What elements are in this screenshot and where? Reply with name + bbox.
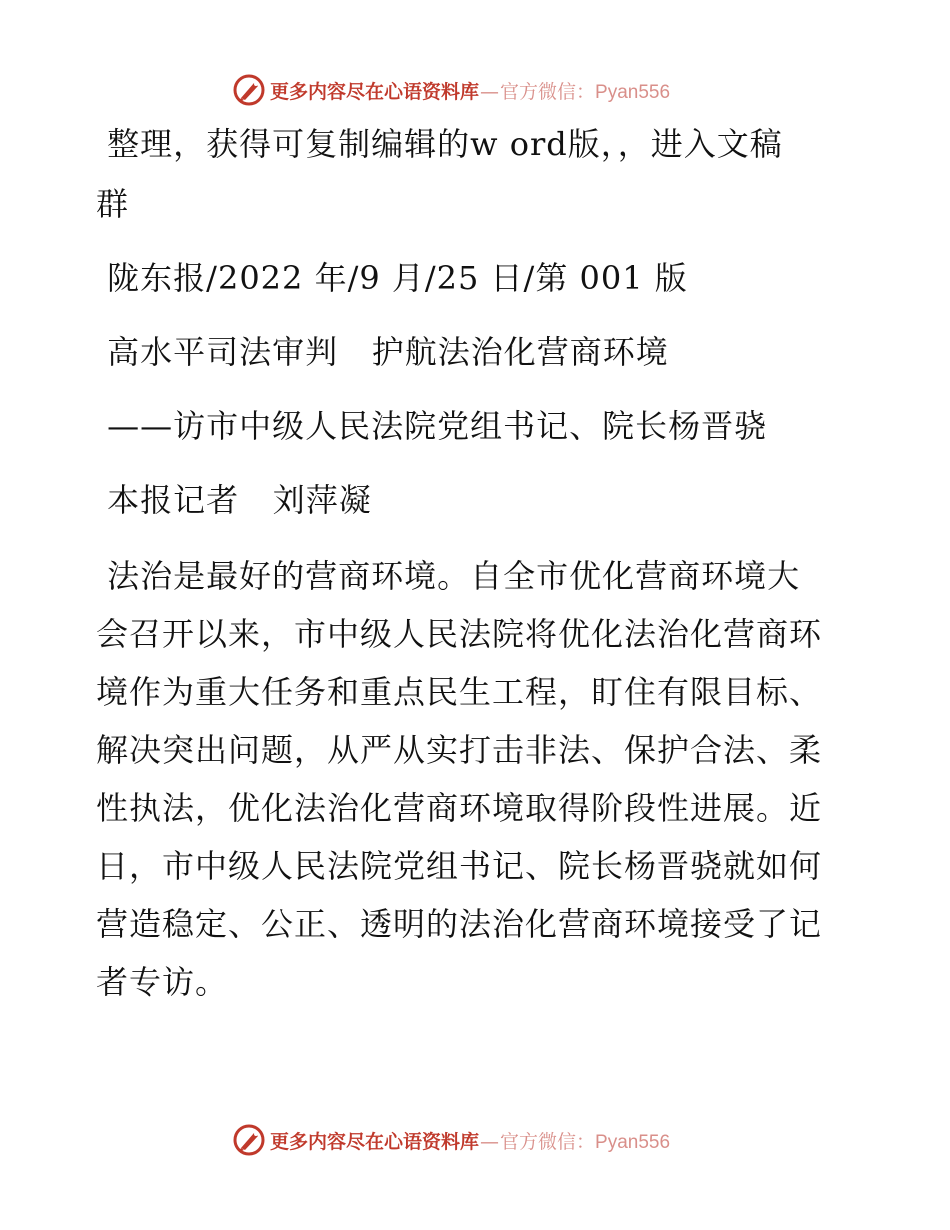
paragraph-line: 法治是最好的营商环境。自全市优化营商环境大 <box>96 557 801 595</box>
pen-logo-icon <box>232 1123 266 1157</box>
subheadline: ——访市中级人民法院党组书记、院长杨晋骁 <box>96 407 768 445</box>
source-line: 陇东报/2022 年/9 月/25 日/第 001 版 <box>96 259 688 297</box>
paragraph-line: 境作为重大任务和重点民生工程，盯住有限目标、 <box>96 673 823 711</box>
pen-logo-icon <box>232 73 266 107</box>
intro-line-1: 整理，获得可复制编辑的w ord版，，进入文稿 <box>96 125 783 163</box>
paragraph-line: 会召开以来，市中级人民法院将优化法治化营商环 <box>96 615 823 653</box>
intro-line-2: 群 <box>96 185 130 223</box>
watermark-text <box>270 77 670 104</box>
byline: 本报记者 刘萍凝 <box>96 481 372 519</box>
watermark-dash: — <box>480 80 500 103</box>
footer-watermark <box>232 1120 712 1160</box>
paragraph-line: 日，市中级人民法院党组书记、院长杨晋骁就如何 <box>96 847 823 885</box>
watermark-lead: 更多内容尽在心语资料库 <box>270 1130 480 1153</box>
watermark-text <box>270 1127 670 1154</box>
watermark-handle: Pyan556 <box>595 81 671 103</box>
paragraph-line: 者专访。 <box>96 963 229 1001</box>
watermark-handle: Pyan556 <box>595 1131 671 1153</box>
watermark-tail: 官方微信： <box>500 1130 596 1153</box>
watermark-dash: — <box>480 1130 500 1153</box>
paragraph-line: 解决突出问题，从严从实打击非法、保护合法、柔 <box>96 731 823 769</box>
headline: 高水平司法审判 护航法治化营商环境 <box>96 333 669 371</box>
paragraph-line: 营造稳定、公正、透明的法治化营商环境接受了记 <box>96 905 823 943</box>
watermark-lead: 更多内容尽在心语资料库 <box>270 80 480 103</box>
header-watermark <box>232 70 712 110</box>
watermark-tail: 官方微信： <box>500 80 596 103</box>
paragraph-line: 性执法，优化法治化营商环境取得阶段性进展。近 <box>96 789 823 827</box>
